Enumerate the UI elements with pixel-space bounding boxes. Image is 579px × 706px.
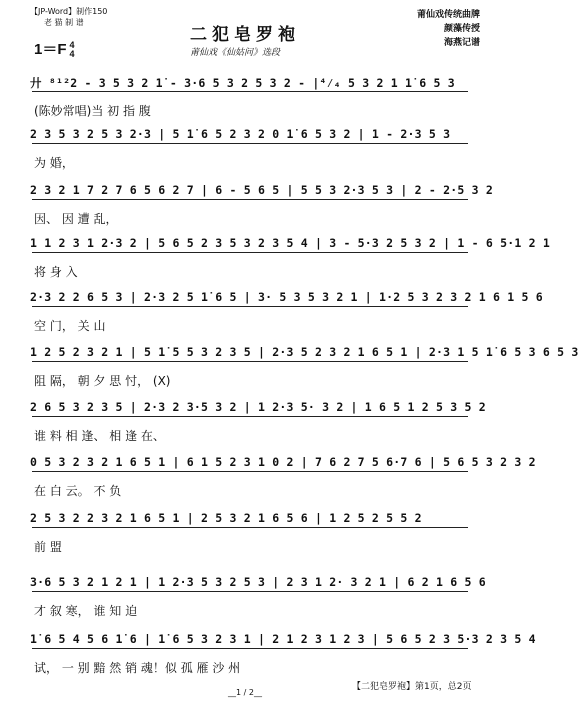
lyric-line: (陈妙常唱)当 初 指 腹 xyxy=(34,104,151,118)
music-line: 廾 ⁸¹²2 - 3 5 3 2 1̇ - 3·6 5 3 2 5 3 2 - |⁴⁄₄ 5 3 2 1 1̇ 6 5 3 xyxy=(30,76,455,90)
subtitle: 莆仙戏《仙姑问》选段 xyxy=(190,48,281,58)
lyric-line: 在 白 云。 不 负 xyxy=(34,484,122,498)
beam-line xyxy=(32,252,468,253)
music-line: 2 6 5 3 2 3 5 | 2·3 2 3·5 3 2 | 1 2·3 5· 3 2 | 1 6 5 1 2 5 3 5 2 xyxy=(30,400,486,414)
lyric-line: 阻 隔， 朝 夕 思 忖， (X) xyxy=(34,374,171,388)
music-line: 1̇ 6 5 4 5 6 1̇ 6 | 1̇ 6 5 3 2 3 1 | 2 1 2 3 1 2 3 | 5 6 5 2 3 5·3 2 3 5 4 xyxy=(30,632,536,646)
beam-line xyxy=(32,306,468,307)
lyric-line: 空 门， 关 山 xyxy=(34,319,106,333)
maker-label: 老 猫 制 谱 xyxy=(44,18,84,27)
page-info: 【二犯皂罗袍】第1页，总2页 xyxy=(352,682,472,692)
lyric-line: 试， 一 别 黯 然 销 魂！似 孤 雁 沙 州 xyxy=(34,661,241,675)
lyric-line: 为 婚， xyxy=(34,156,74,170)
music-line: 2 3 5 3 2 5 3 2·3 | 5 1̇ 6 5 2 3 2 0 1̇ 6 5 3 2 | 1 - 2·3 5 3 xyxy=(30,127,451,141)
beam-line xyxy=(32,648,468,649)
lyric-line: 才 叙 寒， 谁 知 迫 xyxy=(34,604,138,618)
key-label: 1＝F xyxy=(34,41,67,58)
beam-line xyxy=(32,91,468,92)
time-numerator: 4 xyxy=(69,40,75,51)
music-line: 0 5 3 2 3 2 1 6 5 1 | 6 1 5 2 3 1 0 2 | 7 6 2 7 5 6·7 6 | 5 6 5 3 2 3 2 xyxy=(30,455,536,469)
beam-line xyxy=(32,361,468,362)
key-signature xyxy=(34,38,75,59)
beam-line xyxy=(32,416,468,417)
source-label: 【JP-Word】制作150 xyxy=(30,7,108,16)
music-line: 2·3 2 2 6 5 3 | 2·3 2 5 1̇ 6 5 | 3· 5 3 5 3 2 1 | 1·2 5 3 2 3 2 1 6 1 5 6 xyxy=(30,290,543,304)
beam-line xyxy=(32,143,468,144)
lyric-line: 前 盟 xyxy=(34,540,62,554)
lyric-line: 谁 料 相 逢、 相 逢 在、 xyxy=(34,429,165,443)
credit-line: 莆仙戏传统曲牌 xyxy=(416,10,480,20)
beam-line xyxy=(32,471,468,472)
time-denominator: 4 xyxy=(69,49,75,60)
beam-line xyxy=(32,199,468,200)
page-number: __1 / 2__ xyxy=(228,688,262,697)
music-line: 2 5 3 2 2 3 2 1 6 5 1 | 2 5 3 2 1 6 5 6 | 1 2 5 2 5 5 2 xyxy=(30,511,422,525)
beam-line xyxy=(32,527,468,528)
page-title: 二犯皂罗袍 xyxy=(190,25,300,45)
lyric-line: 因、 因 遭 乱， xyxy=(34,212,118,226)
lyric-line: 将 身 入 xyxy=(34,265,78,279)
music-line: 1 2 5 2 3 2 1 | 5 1̇ 5 5 3 2 3 5 | 2·3 5 2 3 2 1 6 5 1 | 2·3 1 5 1̇ 6 5 3 6 5 3 xyxy=(30,345,579,359)
time-signature xyxy=(70,41,75,59)
music-line: 2 3 2 1 7 2 7 6 5 6 2 7 | 6 - 5 6 5 | 5 5 3 2·3 5 3 | 2 - 2·5 3 2 xyxy=(30,183,494,197)
beam-line xyxy=(32,591,468,592)
credit-line: 海燕记谱 xyxy=(443,38,480,48)
credit-line: 颜藻传授 xyxy=(443,24,480,34)
music-line: 1 1 2 3 1 2·3 2 | 5 6 5 2 3 5 3 2 3 5 4 | 3 - 5·3 2 5 3 2 | 1 - 6 5·1 2 1 xyxy=(30,236,551,250)
credits xyxy=(417,8,480,50)
music-line: 3·6 5 3 2 1 2 1 | 1 2·3 5 3 2 5 3 | 2 3 1 2· 3 2 1 | 6 2 1 6 5 6 xyxy=(30,575,486,589)
